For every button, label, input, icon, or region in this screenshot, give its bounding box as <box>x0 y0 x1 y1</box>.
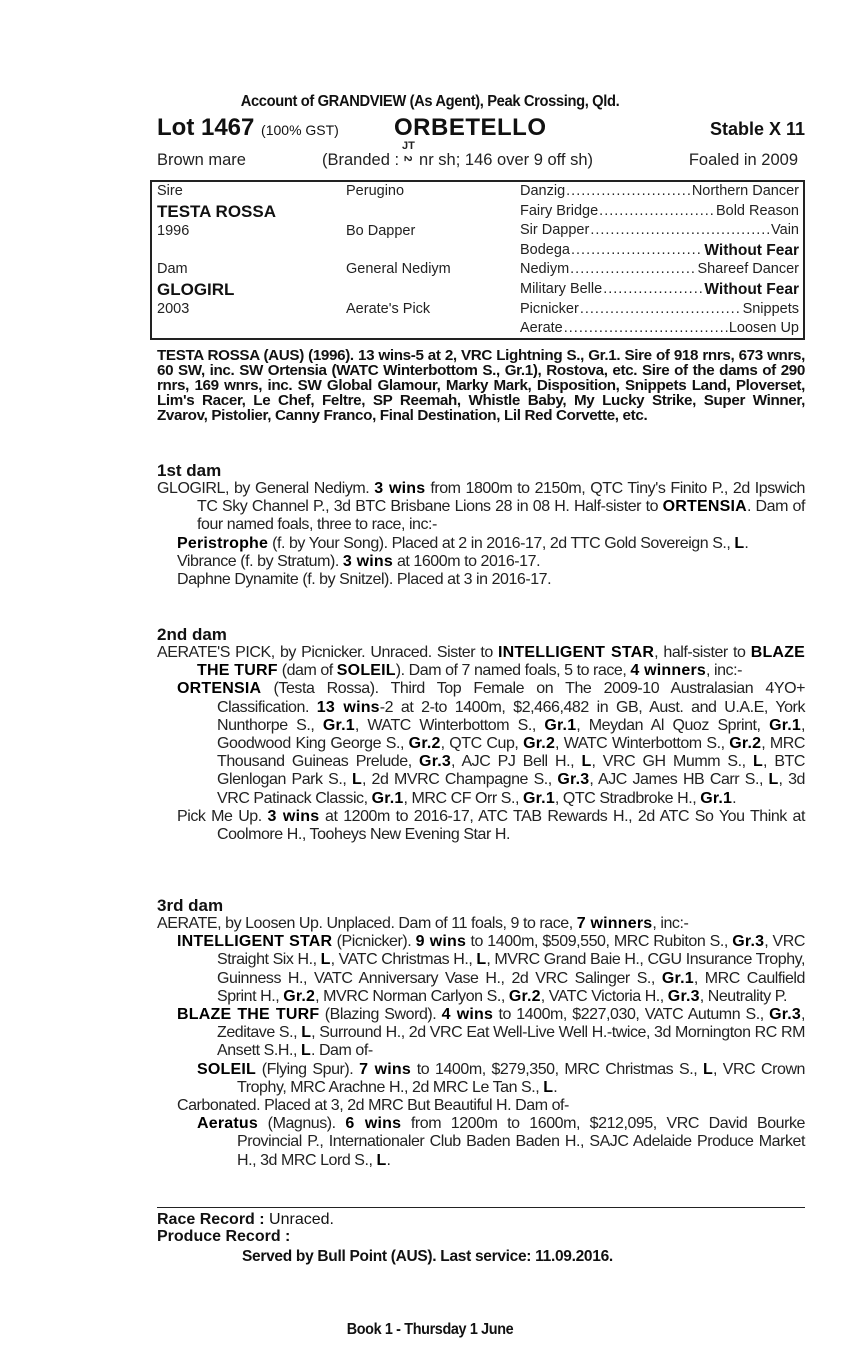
text: (Magnus). <box>257 1115 346 1133</box>
bold-text: L <box>476 951 487 969</box>
dam-section <box>157 462 805 589</box>
text: , VATC Victoria H., <box>540 987 668 1005</box>
race-record <box>157 1211 334 1228</box>
bold-text: Gr.3 <box>557 771 590 789</box>
leader-dots <box>566 182 691 202</box>
great-grandparent-row <box>520 280 799 300</box>
stable-location: Stable X 11 <box>709 119 805 139</box>
text: , MVRC Grand Baie H., CGU Insurance Trophy, Guinness H., VATC Anniversary Vase H., 2d VRC Salinger S., <box>217 951 805 987</box>
bold-text: Gr.3 <box>667 987 700 1005</box>
text: to 1400m, $509,550, MRC Rubiton S., <box>466 933 733 951</box>
bold-text: Gr.1 <box>544 716 577 734</box>
bold-text: Gr.1 <box>522 789 555 807</box>
leader-dots <box>603 280 703 300</box>
text: , VRC GH Mumm S., <box>591 753 753 771</box>
bold-text: L <box>351 771 362 789</box>
bold-text: Gr.2 <box>523 735 556 753</box>
great-grandparent-row <box>520 260 799 280</box>
bold-text: Gr.2 <box>729 735 762 753</box>
leader-dots <box>580 300 742 320</box>
divider <box>157 1207 805 1208</box>
vendor-account: Account of GRANDVIEW (As Agent), Peak Crossing, Qld. <box>240 93 620 110</box>
bold-text: 4 winners <box>630 662 706 680</box>
bold-text: Aeratus <box>197 1115 258 1133</box>
bold-text: Gr.1 <box>769 716 801 734</box>
text: GLOGIRL, by General Nediym. <box>157 480 375 497</box>
dam-section <box>157 897 805 1170</box>
bold-text: Gr.1 <box>322 716 355 734</box>
text: (f. by Your Song). Placed at 2 in 2016-17, 2d TTC Gold Sovereign S., <box>268 534 735 552</box>
ancestor-name: Military Belle <box>520 281 603 297</box>
text: , MRC Thousand Guineas Prelude, <box>217 735 805 771</box>
ancestor-name: Nediym <box>520 261 570 278</box>
ancestor-name: Danzig <box>520 183 566 199</box>
bold-text: L <box>301 1024 312 1042</box>
progeny-entry <box>157 680 805 807</box>
ancestor-sire: Snippets <box>742 300 799 317</box>
sire-label: Sire <box>157 183 183 199</box>
ancestor-name: Bodega <box>520 241 570 258</box>
granddam: Bo Dapper <box>346 223 416 239</box>
progeny-entry <box>157 933 805 1006</box>
great-grandparent-row <box>520 182 799 202</box>
text: Pick Me Up. <box>177 807 268 825</box>
text: , half-sister to <box>654 644 751 661</box>
leader-dots <box>564 319 728 339</box>
progeny-entry <box>157 808 805 844</box>
bold-text: 6 wins <box>345 1115 402 1133</box>
bold-text: ORTENSIA <box>662 498 747 516</box>
section-heading: 2nd dam <box>157 625 227 644</box>
bold-text: L <box>320 951 331 969</box>
bold-text: 9 wins <box>415 933 467 951</box>
bold-text: 13 wins <box>316 698 380 716</box>
great-grandparent-row <box>520 241 799 261</box>
text: , Surround H., 2d VRC Eat Well-Live Well H.-twice, 3d Mornington RC RM Ansett S.H., <box>217 1024 805 1060</box>
sire-year: 1996 <box>157 223 190 239</box>
ancestor-sire: Without Fear <box>704 241 799 259</box>
bold-text: Gr.2 <box>283 987 316 1005</box>
section-heading: 3rd dam <box>157 896 224 915</box>
bold-text: BLAZE THE TURF <box>197 644 806 680</box>
text: , AJC PJ Bell H., <box>450 753 582 771</box>
bold-text: Gr.3 <box>419 753 451 771</box>
text: . <box>553 1078 558 1096</box>
page-footer: Book 1 - Thursday 1 June <box>346 1321 514 1338</box>
leader-dots <box>599 202 715 222</box>
bold-text: 7 winners <box>576 915 653 932</box>
text: , Meydan Al Quoz Sprint, <box>576 716 770 734</box>
progeny-entry <box>157 571 805 589</box>
ancestor-name: Aerate <box>520 320 563 337</box>
bold-text: L <box>543 1078 554 1096</box>
text: , VRC Crown Trophy, MRC Arachne H., 2d MRC Le Tan S., <box>237 1060 806 1096</box>
brand-prefix: (Branded : <box>322 151 400 169</box>
ancestor-name: Fairy Bridge <box>520 202 599 219</box>
text: (Picnicker). <box>332 933 416 951</box>
bold-text: Gr.2 <box>508 987 541 1005</box>
bold-text: Peristrophe <box>177 534 269 552</box>
leader-dots <box>571 241 703 261</box>
ancestor-name: Sir Dapper <box>520 222 590 239</box>
records <box>157 1211 334 1245</box>
text: at 1200m to 2016-17, ATC TAB Rewards H., 2d ATC So You Think at Coolmore H., Tooheys New Evening Star H. <box>217 807 806 844</box>
progeny-entry <box>157 915 805 933</box>
dam-label: Dam <box>157 261 188 277</box>
bold-text: Gr.1 <box>700 789 733 807</box>
text: . <box>744 534 749 552</box>
text: at 1600m to 2016-17. <box>392 552 541 570</box>
text: -2 at 2-to 1400m, $2,466,482 in GB, Aust. and U.A.E, York Nunthorpe S., <box>217 698 805 734</box>
text: (Testa Rossa). Third Top Female on The 2009-10 Australasian 4YO+ Classification. <box>217 680 805 716</box>
brand-description <box>322 140 594 170</box>
text: . Dam of- <box>310 1042 373 1060</box>
ancestor-sire: Loosen Up <box>728 320 799 337</box>
bold-text: ORTENSIA <box>177 680 262 698</box>
text: , QTC Cup, <box>440 735 524 753</box>
great-grandparent-row <box>520 300 799 320</box>
text: (Blazing Sword). <box>319 1006 442 1024</box>
text: , MVRC Norman Carlyon S., <box>315 987 509 1005</box>
ancestor-sire: Northern Dancer <box>691 183 799 199</box>
progeny-entry <box>157 535 805 553</box>
great-grandparent-row <box>520 221 799 241</box>
text: , WATC Winterbottom S., <box>354 716 545 734</box>
text: from 1800m to 2150m, QTC Tiny's Finito P., 2d Ipswich TC Sky Channel P., 3d BTC Brisbane Lions 28 in 08 H. Half-sister to <box>197 480 806 516</box>
grandsire: Perugino <box>346 183 405 199</box>
text: Daphne Dynamite (f. by Snitzel). Placed at 3 in 2016-17. <box>177 571 552 589</box>
great-grandparent-row <box>520 202 799 222</box>
text: (dam of <box>277 662 337 680</box>
bold-text: SOLEIL <box>197 1060 256 1078</box>
ancestor-sire: Vain <box>771 222 799 239</box>
bold-text: INTELLIGENT STAR <box>498 644 655 661</box>
bold-text: L <box>703 1060 714 1078</box>
progeny-entry <box>157 1061 805 1097</box>
text: , MRC Caulfield Sprint H., <box>217 969 805 1005</box>
gst-note: (100% GST) <box>261 122 339 138</box>
text: , 3d VRC Patinack Classic, <box>217 771 806 807</box>
text: to 1400m, $279,350, MRC Christmas S., <box>411 1060 704 1078</box>
brand-suffix: nr sh; 146 over 9 off sh) <box>419 151 594 169</box>
text: , BTC Glenlogan Park S., <box>217 753 805 789</box>
brand-top: JT <box>402 140 415 152</box>
dam-year: 2003 <box>157 301 190 317</box>
bold-text: L <box>581 753 592 771</box>
produce-record-label: Produce Record : <box>157 1228 291 1245</box>
dam-section <box>157 626 805 844</box>
text: ). Dam of 7 named foals, 5 to race, <box>395 662 631 680</box>
text: , inc:- <box>705 662 742 680</box>
text: , inc:- <box>652 915 689 932</box>
bold-text: L <box>300 1042 311 1060</box>
text: AERATE'S PICK, by Picnicker. Unraced. Sister to <box>157 644 499 661</box>
leader-dots <box>590 221 770 241</box>
bold-text: L <box>753 753 763 771</box>
progeny-entry <box>157 1006 805 1061</box>
dam-name: GLOGIRL <box>157 280 235 299</box>
bold-text: Gr.2 <box>408 735 441 753</box>
text: , QTC Stradbroke H., <box>554 789 701 807</box>
great-grandparent-row <box>520 319 799 339</box>
text: Vibrance (f. by Stratum). <box>177 552 343 570</box>
colour-sex: Brown mare <box>157 151 246 169</box>
progeny-entry <box>157 553 805 571</box>
bold-text: L <box>734 534 745 552</box>
bold-text: 4 wins <box>441 1006 494 1024</box>
lot-label: Lot 1467 <box>157 114 255 141</box>
pedigree-table <box>150 180 805 340</box>
text: , Neutrality P. <box>699 987 787 1005</box>
bold-text: L <box>376 1151 387 1169</box>
text: , 2d MVRC Champagne S., <box>361 771 558 789</box>
brand-mark-icon <box>401 140 416 165</box>
horse-name: ORBETELLO <box>394 114 547 141</box>
text: Carbonated. Placed at 3, 2d MRC But Beautiful H. Dam of- <box>177 1097 569 1115</box>
text: , VATC Christmas H., <box>330 951 477 969</box>
ancestor-name: Picnicker <box>520 300 579 317</box>
progeny-entry <box>157 1097 805 1115</box>
bold-text: INTELLIGENT STAR <box>177 933 333 951</box>
text: . <box>732 789 737 807</box>
progeny-entry <box>157 1115 805 1170</box>
dam-dam: Aerate's Pick <box>346 301 431 317</box>
produce-record <box>157 1228 334 1245</box>
lot-header <box>157 114 805 144</box>
bold-text: Gr.3 <box>732 933 765 951</box>
leader-dots <box>570 260 696 280</box>
text: AERATE, by Loosen Up. Unplaced. Dam of 11 foals, 9 to race, <box>157 915 577 932</box>
text: . <box>386 1151 391 1169</box>
text: to 1400m, $227,030, VATC Autumn S., <box>493 1006 770 1024</box>
bold-text: 3 wins <box>374 480 426 497</box>
bold-text: Gr.1 <box>371 789 404 807</box>
text: , AJC James HB Carr S., <box>589 771 769 789</box>
sire-summary: TESTA ROSSA (AUS) (1996). 13 wins-5 at 2, VRC Lightning S., Gr.1. Sire of 918 rnrs, 673 wnrs, 60 SW, inc. SW Ortensia (WATC Winterbottom S., Gr.1), Rostova, etc. Sire of the dams of 290 rnrs, 169 wnrs, inc. SW Global Glamour, Marky Mark, Disposition, Snippets Land, Ploverset, Lim's Racer, Le Chef, Feltre, SP Reemah, Whistle Baby, My Lucky Strike, Super Winner, Zvarov, Pistolier, Canny Franco, Final Destination, Lil Red Corvette, etc. <box>157 347 805 424</box>
bold-text: L <box>768 771 779 789</box>
bold-text: Gr.3 <box>769 1006 801 1024</box>
race-record-value: Unraced. <box>269 1211 334 1228</box>
text: , MRC CF Orr S., <box>403 789 523 807</box>
ancestor-sire: Shareef Dancer <box>697 261 799 278</box>
text: , Zeditave S., <box>217 1006 805 1042</box>
sire-name: TESTA ROSSA <box>157 202 277 221</box>
lot-number <box>157 114 339 142</box>
service-info: Served by Bull Point (AUS). Last service: 11.09.2016. <box>242 1248 613 1265</box>
bold-text: BLAZE THE TURF <box>177 1006 320 1024</box>
ancestor-sire: Without Fear <box>704 281 799 298</box>
progeny-entry <box>157 480 805 535</box>
bold-text: SOLEIL <box>336 662 396 680</box>
text: , VRC Straight Six H., <box>217 933 805 969</box>
dam-sire: General Nediym <box>346 261 451 277</box>
text: (Flying Spur). <box>255 1060 360 1078</box>
section-heading: 1st dam <box>157 461 222 480</box>
foaled-year: Foaled in 2009 <box>688 151 798 169</box>
race-record-label: Race Record : <box>157 1211 265 1228</box>
progeny-entry <box>157 644 805 680</box>
bold-text: 3 wins <box>342 552 393 570</box>
horse-details <box>157 140 798 172</box>
ancestor-sire: Bold Reason <box>715 202 799 219</box>
text: . Dam of four named foals, three to race, inc:- <box>197 498 805 534</box>
text: , WATC Winterbottom S., <box>555 735 730 753</box>
bold-text: Gr.1 <box>661 969 694 987</box>
text: from 1200m to 1600m, $212,095, VRC David Bourke Provincial P., Internationaler Club Baden Baden H., SAJC Adelaide Produce Market H., 3d MRC Lord S., <box>237 1115 805 1169</box>
bold-text: 7 wins <box>359 1060 411 1078</box>
bold-text: 3 wins <box>267 807 320 825</box>
brand-bottom: 2 <box>401 155 414 162</box>
text: , Goodwood King George S., <box>217 716 805 753</box>
